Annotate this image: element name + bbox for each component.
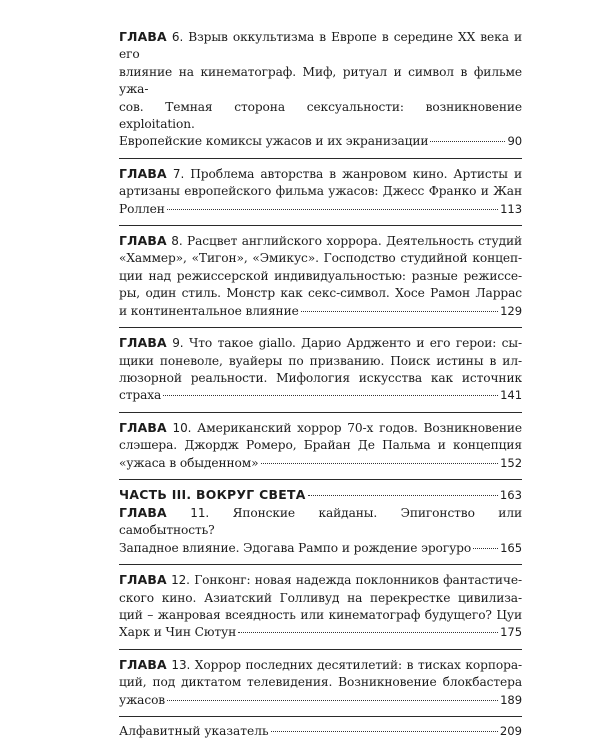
chapter-title-text: слэшера. Джордж Ромеро, Брайан Де Пальма и концепция [119, 438, 522, 453]
toc-chapter-10[interactable] [119, 419, 522, 472]
chapter-last-line [119, 692, 522, 709]
part-page-number: 163 [499, 487, 522, 502]
chapter-page-number: 90 [507, 134, 522, 149]
chapter-title-text: Американский хоррор 70-х годов. Возникновение [197, 420, 522, 435]
chapter-text-line [119, 268, 522, 285]
chapter-last-line [119, 201, 522, 218]
dot-leader [308, 494, 498, 496]
chapter-page-number: 189 [500, 692, 522, 707]
chapter-number: 8. [171, 234, 183, 249]
chapter-title-text: ций, под диктатом телевидения. Возникновение блокбастера [119, 675, 522, 690]
toc-chapter-9[interactable] [119, 334, 522, 405]
chapter-title-text: Гонконг: новая надежда поклонников фантастиче- [194, 573, 522, 588]
dot-leader [473, 547, 498, 549]
chapter-title-text: влияние на кинематограф. Миф, ритуал и символ в фильме ужа- [119, 64, 522, 97]
index-title: Алфавитный указатель [119, 724, 269, 738]
chapter-number: 11. [190, 505, 210, 520]
toc-chapter-6[interactable] [119, 28, 522, 151]
chapter-text-line [119, 250, 522, 267]
chapter-title-text: ций – жанровая всеядность или кинематограф будущего? Цуи [119, 607, 522, 622]
chapter-label: ГЛАВА [119, 504, 167, 520]
chapter-page-number: 165 [500, 540, 522, 555]
divider [119, 412, 522, 413]
toc-part-three[interactable] [119, 486, 522, 504]
chapter-text-line [119, 165, 522, 183]
chapter-title-text: щики поневоле, вуайеры по призванию. Поиск истины в ил- [119, 353, 522, 368]
dot-leader [163, 394, 498, 396]
chapter-title-text: Расцвет английского хоррора. Деятельность студий [187, 234, 523, 249]
chapter-number: 6. [171, 30, 184, 44]
toc-chapter-11[interactable] [119, 504, 522, 557]
chapter-page-number: 141 [500, 388, 522, 403]
chapter-text-line [119, 590, 522, 607]
dot-leader [238, 631, 498, 633]
table-of-contents [119, 28, 522, 740]
chapter-number: 10. [172, 420, 192, 435]
toc-chapter-13[interactable] [119, 656, 522, 709]
dot-leader [167, 208, 498, 210]
chapter-text-line [119, 504, 522, 540]
chapter-title-text: Хоррор последних десятилетий: в тисках корпора- [194, 657, 522, 672]
chapter-text-line [119, 437, 522, 454]
chapter-title-text: страха [119, 388, 162, 403]
chapter-text-line [119, 353, 522, 370]
chapter-number: 9. [172, 336, 184, 351]
chapter-text-line [119, 232, 522, 250]
chapter-number: 12. [171, 573, 190, 588]
chapter-title-text: и континентальное влияние [119, 303, 299, 318]
chapter-title-text: Проблема авторства в жанровом кино. Артисты и [190, 166, 522, 181]
chapter-title-text: Что такое giallo. Дарио Ардженто и его герои: сы- [188, 336, 522, 351]
chapter-title-text: «Хаммер», «Тигон», «Эмикус». Господство студийной концеп- [119, 251, 522, 266]
chapter-text-line [119, 64, 522, 99]
chapter-last-line [119, 540, 522, 557]
divider [119, 225, 522, 226]
chapter-text-line [119, 419, 522, 437]
chapter-title-text: артизаны европейского фильма ужасов: Джесс Франко и Жан [119, 184, 522, 199]
index-page-number: 209 [499, 724, 522, 738]
chapter-label: ГЛАВА [119, 233, 167, 249]
chapter-text-line [119, 656, 522, 674]
chapter-label: ГЛАВА [119, 29, 167, 44]
chapter-title-text: ужасов [119, 692, 166, 707]
chapter-text-line [119, 285, 522, 302]
chapter-page-number: 113 [500, 201, 522, 216]
divider [119, 479, 522, 480]
chapter-text-line [119, 28, 522, 64]
chapter-page-number: 129 [500, 303, 522, 318]
chapter-title-text: люзорной реальности. Мифология искусства как источник [119, 370, 522, 385]
divider [119, 649, 522, 650]
chapter-title-text: ры, один стиль. Монстр как секс-символ. Хосе Рамон Ларрас [119, 286, 522, 301]
chapter-number: 13. [171, 657, 191, 672]
chapter-last-line [119, 455, 522, 472]
chapter-last-line [119, 133, 522, 150]
toc-index-entry[interactable] [119, 723, 522, 740]
chapter-label: ГЛАВА [119, 656, 167, 672]
chapter-last-line [119, 303, 522, 320]
chapter-label: ГЛАВА [119, 419, 167, 435]
divider [119, 716, 522, 717]
chapter-title-text: Японские кайданы. Эпигонство или самобытность? [119, 505, 522, 538]
dot-leader [430, 140, 505, 142]
chapter-title-text: ского кино. Азиатский Голливуд на перекрестке цивилиза- [119, 590, 522, 605]
chapter-text-line [119, 183, 522, 200]
chapter-text-line [119, 334, 522, 352]
chapter-text-line [119, 571, 522, 589]
chapter-title-text: «ужаса в обыденном» [119, 455, 259, 470]
toc-chapter-7[interactable] [119, 165, 522, 218]
chapter-title-text: Харк и Чин Сютун [119, 625, 237, 640]
chapter-label: ГЛАВА [119, 165, 167, 181]
chapter-title-text: Европейские комиксы ужасов и их экранизации [119, 134, 429, 149]
toc-group-part-three [119, 504, 522, 709]
chapter-page-number: 175 [500, 625, 522, 640]
chapter-text-line [119, 99, 522, 134]
chapter-last-line [119, 624, 522, 641]
chapter-text-line [119, 370, 522, 387]
divider [119, 158, 522, 159]
chapter-text-line [119, 607, 522, 624]
toc-chapter-12[interactable] [119, 571, 522, 642]
chapter-text-line [119, 674, 522, 691]
chapter-page-number: 152 [500, 455, 522, 470]
chapter-title-text: ции над режиссерской индивидуальностью: разные режиссе- [119, 268, 522, 283]
chapter-title-text: Западное влияние. Эдогава Рампо и рождение эрогуро [119, 540, 472, 555]
part-title: ЧАСТЬ III. ВОКРУГ СВЕТА [119, 486, 306, 502]
toc-chapter-8[interactable] [119, 232, 522, 320]
chapter-number: 7. [172, 166, 185, 181]
toc-group-part-two [119, 28, 522, 472]
chapter-label: ГЛАВА [119, 335, 167, 351]
dot-leader [261, 462, 499, 464]
chapter-title-text: Роллен [119, 201, 165, 216]
dot-leader [167, 699, 498, 701]
chapter-last-line [119, 387, 522, 404]
dot-leader [301, 310, 498, 312]
divider [119, 327, 522, 328]
chapter-title-text: Взрыв оккультизма в Европе в середине XX века и его [119, 30, 522, 62]
chapter-title-text: сов. Темная сторона сексуальности: возникновение exploitation. [119, 99, 522, 132]
dot-leader [271, 730, 498, 732]
chapter-label: ГЛАВА [119, 572, 167, 588]
divider [119, 564, 522, 565]
